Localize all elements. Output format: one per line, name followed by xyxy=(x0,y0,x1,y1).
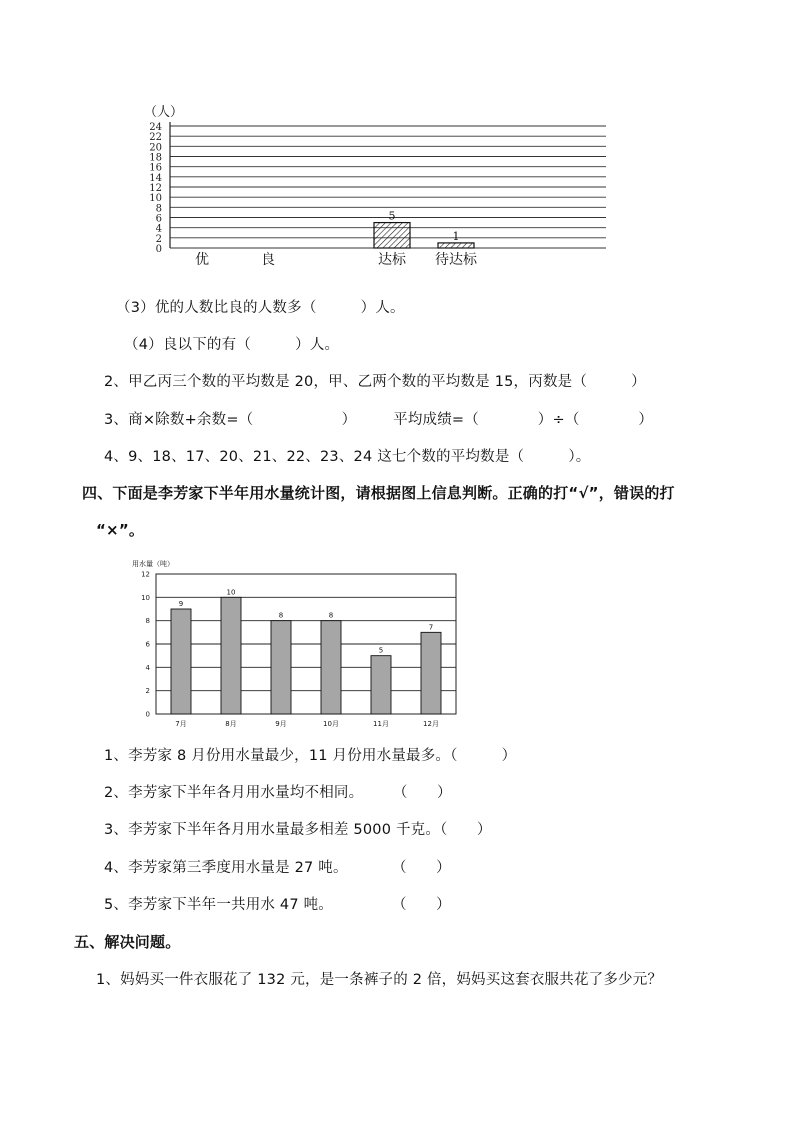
chart2-bar xyxy=(421,632,441,714)
question-2: 2、甲乙丙三个数的平均数是 20，甲、乙两个数的平均数是 15，丙数是（ ） xyxy=(104,374,646,390)
chart2-y-ticks xyxy=(141,571,150,719)
chart2-y-tick: 12 xyxy=(141,570,150,579)
chart1-data-label: 1 xyxy=(452,229,460,243)
chart1-x-label: 良 xyxy=(261,252,275,268)
chart1-y-tick: 20 xyxy=(149,142,162,154)
chart2-x-label: 7月 xyxy=(175,720,187,728)
chart2-data-label: 5 xyxy=(378,646,384,655)
chart1-x-labels xyxy=(195,251,478,268)
chart2-x-label: 11月 xyxy=(373,720,389,728)
chart1-x-label: 优 xyxy=(195,252,209,268)
chart2-ylabel: 用水量（吨） xyxy=(132,560,174,568)
chart1-y-tick: 8 xyxy=(155,203,162,215)
section-5-question-1: 1、妈妈买一件衣服花了 132 元，是一条裤子的 2 倍，妈妈买这套衣服共花了多少元？ xyxy=(96,972,663,988)
chart2-y-tick: 6 xyxy=(145,640,150,649)
chart1-y-tick: 6 xyxy=(155,213,162,225)
chart2-bars xyxy=(171,588,441,714)
chart2-x-label: 8月 xyxy=(225,720,237,728)
chart1-y-tick: 2 xyxy=(155,233,162,245)
chart1-y-tick: 4 xyxy=(155,223,162,235)
water-usage-bar-chart xyxy=(126,556,466,736)
chart2-x-label: 10月 xyxy=(323,720,339,728)
question-4: （4）良以下的有（ ）人。 xyxy=(124,337,340,353)
chart2-bar xyxy=(371,656,391,714)
chart1-y-tick: 22 xyxy=(149,132,162,144)
chart1-y-ticks xyxy=(149,122,162,255)
chart2-bar xyxy=(171,609,191,714)
section-4-item-3: 3、李芳家下半年各月用水量最多相差 5000 千克。（ ） xyxy=(104,822,492,838)
chart2-x-label: 9月 xyxy=(275,720,287,728)
chart2-bar xyxy=(271,621,291,714)
chart1-y-tick: 10 xyxy=(149,193,162,205)
chart2-data-label: 9 xyxy=(178,600,184,608)
chart1-y-tick: 12 xyxy=(149,183,162,194)
chart2-y-tick: 4 xyxy=(145,663,150,672)
chart1-bar xyxy=(438,243,474,248)
chart1-x-label: 待达标 xyxy=(435,252,477,268)
chart1-y-tick: 0 xyxy=(155,244,162,255)
chart2-data-label: 7 xyxy=(428,623,434,632)
chart1-y-tick: 24 xyxy=(149,122,162,133)
chart1-y-tick: 14 xyxy=(149,172,162,184)
section-4-item-4: 4、李芳家第三季度用水量是 27 吨。 （ ） xyxy=(104,860,451,876)
question-3b: 3、商×除数+余数=（ ） 平均成绩=（ ）÷（ ） xyxy=(104,412,654,428)
section-4-item-5: 5、李芳家下半年一共用水 47 吨。 （ ） xyxy=(104,897,451,913)
chart2-bar xyxy=(321,621,341,714)
question-3: （3）优的人数比良的人数多（ ）人。 xyxy=(116,300,405,316)
chart2-data-label: 10 xyxy=(226,588,236,597)
chart2-y-tick: 8 xyxy=(145,617,150,626)
chart1-x-label: 达标 xyxy=(378,252,406,268)
chart2-data-label: 8 xyxy=(328,611,334,620)
chart2-y-tick: 10 xyxy=(141,593,150,602)
question-4b: 4、9、18、17、20、21、22、23、24 这七个数的平均数是（ ）。 xyxy=(104,449,591,465)
section-5-title: 五、解决问题。 xyxy=(74,933,181,951)
grade-bar-chart xyxy=(140,100,616,272)
chart1-data-label: 5 xyxy=(388,209,396,223)
chart1-y-tick: 18 xyxy=(149,152,162,164)
chart1-bar xyxy=(374,223,410,248)
chart2-y-tick: 0 xyxy=(145,710,150,719)
chart1-y-tick: 16 xyxy=(149,162,162,174)
chart2-bar xyxy=(221,597,241,714)
section-4-item-1: 1、李芳家 8 月份用水量最少，11 月份用水量最多。（ ） xyxy=(104,748,517,764)
chart1-ylabel: （人） xyxy=(144,105,184,120)
chart2-data-label: 8 xyxy=(278,611,284,620)
chart1-bars xyxy=(374,210,474,248)
chart2-y-tick: 2 xyxy=(145,687,150,696)
chart2-grid xyxy=(156,574,456,714)
section-4-item-2: 2、李芳家下半年各月用水量均不相同。 （ ） xyxy=(104,785,452,801)
section-4-title-line2: “×”。 xyxy=(96,521,145,539)
chart2-x-label: 12月 xyxy=(423,720,439,728)
chart2-x-labels xyxy=(175,720,439,728)
section-4-title-line1: 四、下面是李芳家下半年用水量统计图，请根据图上信息判断。正确的打“√”，错误的打 xyxy=(82,484,675,502)
